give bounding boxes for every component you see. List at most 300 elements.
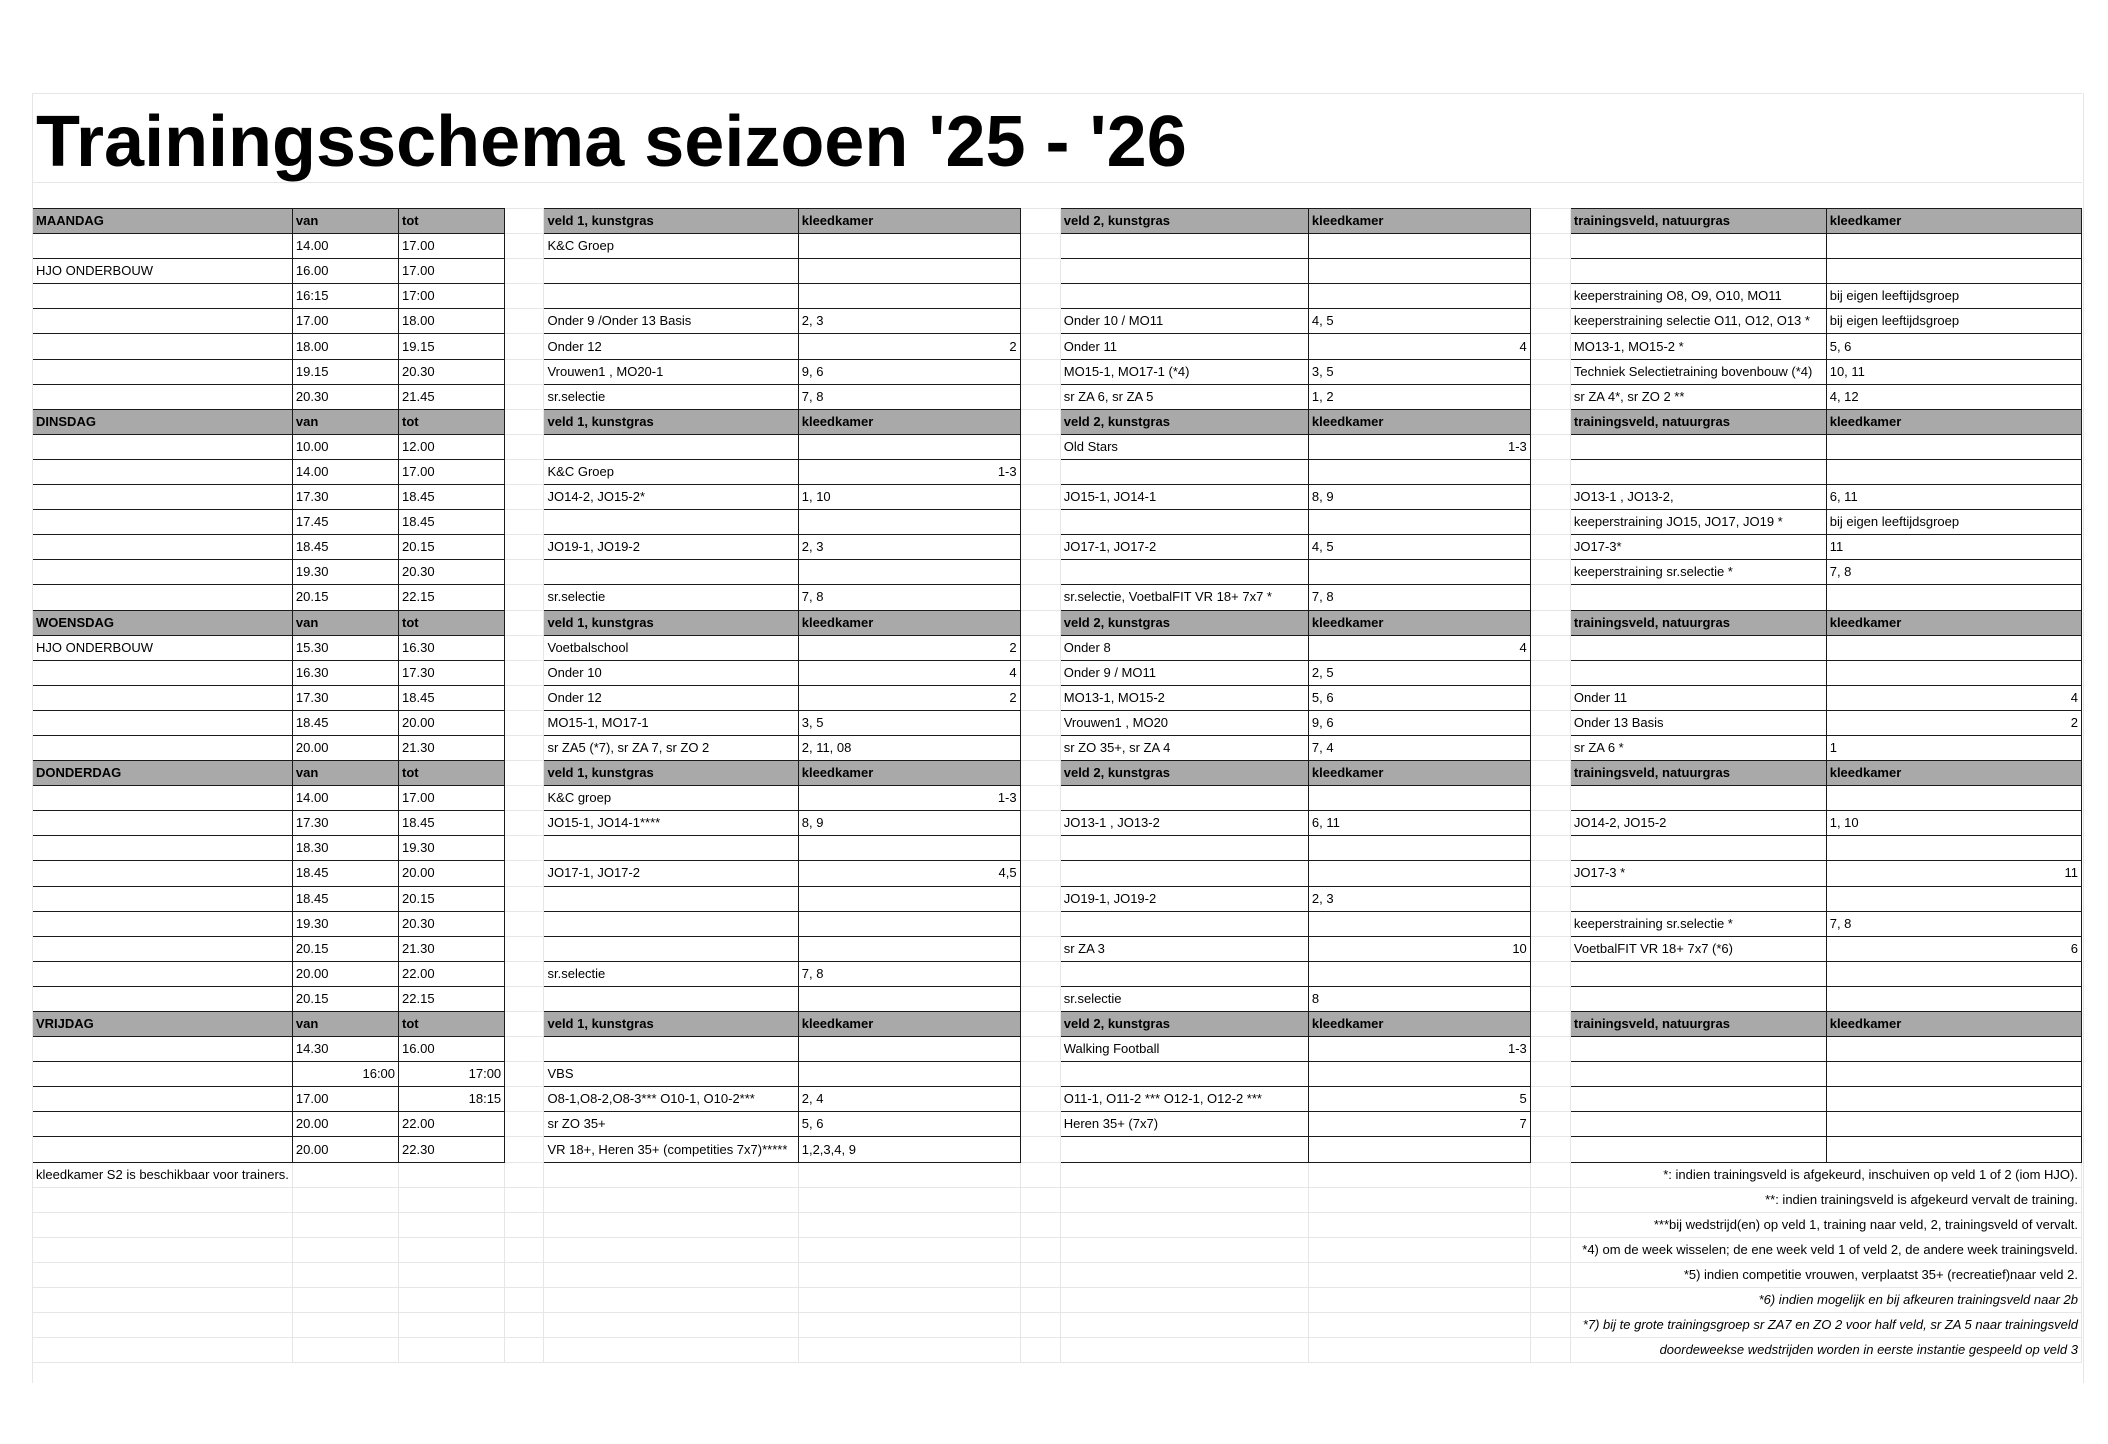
gap (505, 409, 544, 434)
header-tot: tot (399, 610, 505, 635)
time-tot: 17.00 (399, 234, 505, 259)
cell (1060, 1288, 1308, 1313)
trainingsveld-team (1570, 1037, 1826, 1062)
header-tot: tot (399, 209, 505, 234)
table-row (33, 660, 2082, 685)
gap (505, 284, 544, 309)
veld2-kleedkamer (1308, 259, 1530, 284)
gap (1020, 434, 1060, 459)
time-tot: 20.00 (399, 861, 505, 886)
cell (1020, 1162, 1060, 1187)
veld1-kleedkamer: 2 (798, 635, 1020, 660)
veld1-team (544, 986, 798, 1011)
veld1-team: JO14-2, JO15-2* (544, 485, 798, 510)
veld2-team (1060, 510, 1308, 535)
day-header-row (33, 761, 2082, 786)
cell (1020, 1313, 1060, 1338)
veld1-team (544, 284, 798, 309)
veld2-kleedkamer: 7, 8 (1308, 585, 1530, 610)
veld2-team (1060, 259, 1308, 284)
cell (505, 1338, 544, 1363)
cell (1530, 1262, 1570, 1287)
veld1-kleedkamer: 7, 8 (798, 585, 1020, 610)
veld1-team: VBS (544, 1062, 798, 1087)
gap (1530, 660, 1570, 685)
time-tot: 20.15 (399, 886, 505, 911)
veld1-team: sr.selectie (544, 961, 798, 986)
group-label (33, 735, 293, 760)
veld2-kleedkamer (1308, 961, 1530, 986)
veld2-kleedkamer (1308, 284, 1530, 309)
trainingsveld-team: Techniek Selectietraining bovenbouw (*4) (1570, 359, 1826, 384)
trainingsveld-team: VoetbalFIT VR 18+ 7x7 (*6) (1570, 936, 1826, 961)
time-tot: 18.45 (399, 685, 505, 710)
trainingsveld-kleedkamer (1826, 1137, 2081, 1162)
cell (33, 1212, 293, 1237)
table-row (33, 735, 2082, 760)
veld2-kleedkamer: 1-3 (1308, 434, 1530, 459)
veld1-kleedkamer: 1,2,3,4, 9 (798, 1137, 1020, 1162)
cell (1530, 1338, 1570, 1363)
gap (1020, 660, 1060, 685)
cell (399, 1162, 505, 1187)
gap (1020, 1137, 1060, 1162)
veld1-team: Onder 12 (544, 685, 798, 710)
cell (544, 1338, 798, 1363)
gap (1020, 535, 1060, 560)
time-van: 10.00 (292, 434, 398, 459)
cell (505, 1262, 544, 1287)
time-tot: 17.30 (399, 660, 505, 685)
trainingsveld-team (1570, 1112, 1826, 1137)
time-van: 14.00 (292, 459, 398, 484)
schedule-table (32, 208, 2082, 1363)
veld2-team: Old Stars (1060, 434, 1308, 459)
veld2-kleedkamer: 4, 5 (1308, 535, 1530, 560)
trainingsveld-kleedkamer (1826, 1087, 2081, 1112)
cell (399, 1212, 505, 1237)
group-label (33, 861, 293, 886)
cell (292, 1338, 398, 1363)
group-label (33, 1087, 293, 1112)
table-row (33, 510, 2082, 535)
trainingsveld-kleedkamer: 4 (1826, 685, 2081, 710)
veld2-kleedkamer: 3, 5 (1308, 359, 1530, 384)
veld1-kleedkamer (798, 510, 1020, 535)
veld2-team (1060, 1062, 1308, 1087)
group-label (33, 786, 293, 811)
gap (1530, 811, 1570, 836)
cell (544, 1237, 798, 1262)
veld2-kleedkamer (1308, 510, 1530, 535)
group-label (33, 836, 293, 861)
gap (505, 309, 544, 334)
gap (1020, 459, 1060, 484)
trainingsveld-kleedkamer: 10, 11 (1826, 359, 2081, 384)
table-row (33, 485, 2082, 510)
trainingsveld-kleedkamer (1826, 660, 2081, 685)
footnote: *4) om de week wisselen; de ene week veld 1 of veld 2, de andere week trainingsveld. (1570, 1237, 2081, 1262)
footnote: *: indien trainingsveld is afgekeurd, inschuiven op veld 1 of 2 (iom HJO). (1570, 1162, 2081, 1187)
trainingsveld-team (1570, 660, 1826, 685)
veld1-team (544, 259, 798, 284)
veld2-team (1060, 911, 1308, 936)
trainingsveld-kleedkamer: 5, 6 (1826, 334, 2081, 359)
trainingsveld-kleedkamer (1826, 234, 2081, 259)
cell (544, 1212, 798, 1237)
title-area (32, 93, 2082, 209)
cell (33, 1187, 293, 1212)
cell (1060, 1212, 1308, 1237)
gap (1530, 259, 1570, 284)
trainingsveld-team: sr ZA 4*, sr ZO 2 ** (1570, 384, 1826, 409)
spreadsheet (32, 93, 2082, 1383)
gap (1020, 1062, 1060, 1087)
gap (505, 209, 544, 234)
group-label (33, 1112, 293, 1137)
header-kleedkamer: kleedkamer (1826, 209, 2081, 234)
gap (505, 685, 544, 710)
trainingsveld-kleedkamer (1826, 635, 2081, 660)
trainingsveld-team: JO14-2, JO15-2 (1570, 811, 1826, 836)
veld2-team: Onder 10 / MO11 (1060, 309, 1308, 334)
header-trainingsveld: trainingsveld, natuurgras (1570, 409, 1826, 434)
gap (1020, 861, 1060, 886)
cell (544, 1288, 798, 1313)
table-row (33, 710, 2082, 735)
trainingsveld-kleedkamer (1826, 585, 2081, 610)
day-name: VRIJDAG (33, 1012, 293, 1037)
cell (292, 1313, 398, 1338)
gap (1530, 1062, 1570, 1087)
veld1-team: Onder 10 (544, 660, 798, 685)
header-van: van (292, 761, 398, 786)
header-kleedkamer: kleedkamer (1308, 610, 1530, 635)
veld2-team: JO13-1 , JO13-2 (1060, 811, 1308, 836)
veld1-kleedkamer (798, 234, 1020, 259)
cell (292, 1212, 398, 1237)
cell (33, 1237, 293, 1262)
trainingsveld-kleedkamer: 11 (1826, 535, 2081, 560)
table-row (33, 535, 2082, 560)
gap (505, 234, 544, 259)
gap (1020, 886, 1060, 911)
trainingsveld-team (1570, 635, 1826, 660)
time-tot: 17.00 (399, 459, 505, 484)
day-name: DONDERDAG (33, 761, 293, 786)
trainingsveld-team (1570, 886, 1826, 911)
veld1-team: K&C Groep (544, 459, 798, 484)
cell (1060, 1262, 1308, 1287)
trainingsveld-kleedkamer: 4, 12 (1826, 384, 2081, 409)
cell (1308, 1262, 1530, 1287)
veld1-kleedkamer (798, 1037, 1020, 1062)
time-van: 17.30 (292, 685, 398, 710)
gap (1530, 1037, 1570, 1062)
trainingsveld-kleedkamer (1826, 836, 2081, 861)
time-van: 17.00 (292, 309, 398, 334)
header-van: van (292, 409, 398, 434)
gap (505, 459, 544, 484)
gap (1530, 886, 1570, 911)
veld1-kleedkamer (798, 886, 1020, 911)
header-trainingsveld: trainingsveld, natuurgras (1570, 1012, 1826, 1037)
header-trainingsveld: trainingsveld, natuurgras (1570, 610, 1826, 635)
veld2-team: sr ZO 35+, sr ZA 4 (1060, 735, 1308, 760)
gap (505, 259, 544, 284)
cell (1308, 1288, 1530, 1313)
time-van: 14.00 (292, 234, 398, 259)
header-van: van (292, 610, 398, 635)
table-row (33, 560, 2082, 585)
veld2-kleedkamer: 10 (1308, 936, 1530, 961)
cell (1308, 1212, 1530, 1237)
footnote-row (33, 1288, 2082, 1313)
cell (292, 1162, 398, 1187)
gap (1020, 786, 1060, 811)
cell (399, 1338, 505, 1363)
veld1-team: sr ZA5 (*7), sr ZA 7, sr ZO 2 (544, 735, 798, 760)
gap (1530, 1087, 1570, 1112)
time-tot: 21.30 (399, 735, 505, 760)
gap (1530, 1137, 1570, 1162)
veld1-team (544, 434, 798, 459)
cell (33, 1262, 293, 1287)
veld1-kleedkamer (798, 836, 1020, 861)
group-label (33, 710, 293, 735)
gap (1020, 334, 1060, 359)
cell (1060, 1162, 1308, 1187)
gap (1530, 434, 1570, 459)
cell (1530, 1237, 1570, 1262)
veld1-kleedkamer: 1-3 (798, 459, 1020, 484)
header-veld2: veld 2, kunstgras (1060, 610, 1308, 635)
group-label: HJO ONDERBOUW (33, 635, 293, 660)
gap (1530, 911, 1570, 936)
veld2-team: sr.selectie (1060, 986, 1308, 1011)
table-row (33, 685, 2082, 710)
veld2-team: Onder 8 (1060, 635, 1308, 660)
trainingsveld-kleedkamer: 6, 11 (1826, 485, 2081, 510)
header-kleedkamer: kleedkamer (1308, 761, 1530, 786)
footnote-row (33, 1162, 2082, 1187)
time-tot: 21.30 (399, 936, 505, 961)
time-van: 20.00 (292, 1137, 398, 1162)
veld1-team: K&C Groep (544, 234, 798, 259)
time-van: 15.30 (292, 635, 398, 660)
veld1-kleedkamer: 3, 5 (798, 710, 1020, 735)
gap (1020, 409, 1060, 434)
group-label (33, 1062, 293, 1087)
table-row (33, 284, 2082, 309)
cell (1530, 1288, 1570, 1313)
gap (1020, 1087, 1060, 1112)
time-van: 18.30 (292, 836, 398, 861)
gap (505, 1112, 544, 1137)
cell (505, 1162, 544, 1187)
cell (798, 1262, 1020, 1287)
group-label (33, 961, 293, 986)
cell (292, 1237, 398, 1262)
gap (505, 886, 544, 911)
gap (505, 560, 544, 585)
gap (1530, 610, 1570, 635)
gap (505, 861, 544, 886)
trainingsveld-kleedkamer (1826, 1062, 2081, 1087)
group-label (33, 535, 293, 560)
veld2-kleedkamer (1308, 560, 1530, 585)
gap (1530, 485, 1570, 510)
veld1-team: JO19-1, JO19-2 (544, 535, 798, 560)
veld2-team: Onder 11 (1060, 334, 1308, 359)
time-tot: 12.00 (399, 434, 505, 459)
veld2-team (1060, 459, 1308, 484)
trainingsveld-team: JO13-1 , JO13-2, (1570, 485, 1826, 510)
time-tot: 20.30 (399, 560, 505, 585)
gap (505, 485, 544, 510)
page-title: Trainingsschema seizoen '25 - '26 (36, 102, 1187, 182)
spacer-row (32, 182, 2082, 209)
trainingsveld-team (1570, 459, 1826, 484)
cell (1308, 1338, 1530, 1363)
time-tot: 22.15 (399, 986, 505, 1011)
time-van: 18.45 (292, 535, 398, 560)
header-veld1: veld 1, kunstgras (544, 209, 798, 234)
veld2-kleedkamer (1308, 911, 1530, 936)
time-van: 17.45 (292, 510, 398, 535)
cell (1020, 1338, 1060, 1363)
time-tot: 22.00 (399, 961, 505, 986)
table-row (33, 1112, 2082, 1137)
veld1-kleedkamer (798, 1062, 1020, 1087)
footnote-row (33, 1313, 2082, 1338)
footnote-row (33, 1262, 2082, 1287)
trainingsveld-team (1570, 434, 1826, 459)
cell (505, 1212, 544, 1237)
trainingsveld-team: JO17-3* (1570, 535, 1826, 560)
header-van: van (292, 209, 398, 234)
veld1-kleedkamer: 7, 8 (798, 384, 1020, 409)
time-van: 20.15 (292, 936, 398, 961)
gap (1530, 409, 1570, 434)
time-tot: 18:15 (399, 1087, 505, 1112)
gap (1020, 309, 1060, 334)
trainingsveld-team (1570, 585, 1826, 610)
table-row (33, 886, 2082, 911)
trainingsveld-team: Onder 13 Basis (1570, 710, 1826, 735)
veld2-team: JO15-1, JO14-1 (1060, 485, 1308, 510)
cell (798, 1288, 1020, 1313)
cell (1530, 1313, 1570, 1338)
veld1-team: sr ZO 35+ (544, 1112, 798, 1137)
trainingsveld-team (1570, 1087, 1826, 1112)
trainingsveld-kleedkamer: 6 (1826, 936, 2081, 961)
day-name: WOENSDAG (33, 610, 293, 635)
gap (505, 936, 544, 961)
veld2-kleedkamer (1308, 1062, 1530, 1087)
group-label (33, 384, 293, 409)
cell (33, 1288, 293, 1313)
time-tot: 22.00 (399, 1112, 505, 1137)
trainingsveld-kleedkamer: 1, 10 (1826, 811, 2081, 836)
table-row (33, 1137, 2082, 1162)
group-label (33, 585, 293, 610)
time-van: 19.30 (292, 560, 398, 585)
table-row (33, 786, 2082, 811)
time-tot: 17.00 (399, 259, 505, 284)
cell (798, 1338, 1020, 1363)
veld1-team: MO15-1, MO17-1 (544, 710, 798, 735)
day-name: DINSDAG (33, 409, 293, 434)
gap (1530, 510, 1570, 535)
group-label (33, 284, 293, 309)
cell (399, 1187, 505, 1212)
veld1-team: Onder 9 /Onder 13 Basis (544, 309, 798, 334)
gap (1020, 560, 1060, 585)
veld1-team (544, 510, 798, 535)
trainingsveld-team: MO13-1, MO15-2 * (1570, 334, 1826, 359)
group-label (33, 1137, 293, 1162)
gap (505, 735, 544, 760)
time-van: 20.30 (292, 384, 398, 409)
veld1-team (544, 1037, 798, 1062)
group-label (33, 334, 293, 359)
gap (505, 836, 544, 861)
footnote: *7) bij te grote trainingsgroep sr ZA7 en ZO 2 voor half veld, sr ZA 5 naar trainingsveld (1570, 1313, 2081, 1338)
footnote-row (33, 1338, 2082, 1363)
veld2-team: JO19-1, JO19-2 (1060, 886, 1308, 911)
header-veld2: veld 2, kunstgras (1060, 761, 1308, 786)
veld1-kleedkamer (798, 259, 1020, 284)
veld1-kleedkamer: 2, 11, 08 (798, 735, 1020, 760)
time-van: 16.30 (292, 660, 398, 685)
time-tot: 19.30 (399, 836, 505, 861)
trainingsveld-kleedkamer (1826, 786, 2081, 811)
trainingsveld-kleedkamer: bij eigen leeftijdsgroep (1826, 309, 2081, 334)
time-tot: 20.15 (399, 535, 505, 560)
footnote-row (33, 1187, 2082, 1212)
cell (1060, 1187, 1308, 1212)
cell (292, 1288, 398, 1313)
veld2-kleedkamer: 4 (1308, 635, 1530, 660)
cell (1020, 1212, 1060, 1237)
cell (505, 1313, 544, 1338)
header-kleedkamer: kleedkamer (1308, 409, 1530, 434)
gap (1020, 961, 1060, 986)
time-tot: 20.30 (399, 359, 505, 384)
table-row (33, 986, 2082, 1011)
gap (1530, 535, 1570, 560)
veld1-kleedkamer: 9, 6 (798, 359, 1020, 384)
veld1-team: JO15-1, JO14-1**** (544, 811, 798, 836)
gap (1020, 761, 1060, 786)
table-row (33, 384, 2082, 409)
header-kleedkamer: kleedkamer (1308, 209, 1530, 234)
header-veld1: veld 1, kunstgras (544, 1012, 798, 1037)
table-row (33, 911, 2082, 936)
time-tot: 18.45 (399, 510, 505, 535)
group-label (33, 811, 293, 836)
gap (1020, 1037, 1060, 1062)
gap (1530, 1012, 1570, 1037)
veld2-kleedkamer: 4 (1308, 334, 1530, 359)
group-label (33, 560, 293, 585)
header-veld2: veld 2, kunstgras (1060, 209, 1308, 234)
veld1-kleedkamer: 2, 3 (798, 535, 1020, 560)
trainingsveld-team (1570, 1062, 1826, 1087)
gap (1530, 836, 1570, 861)
veld1-team: Voetbalschool (544, 635, 798, 660)
